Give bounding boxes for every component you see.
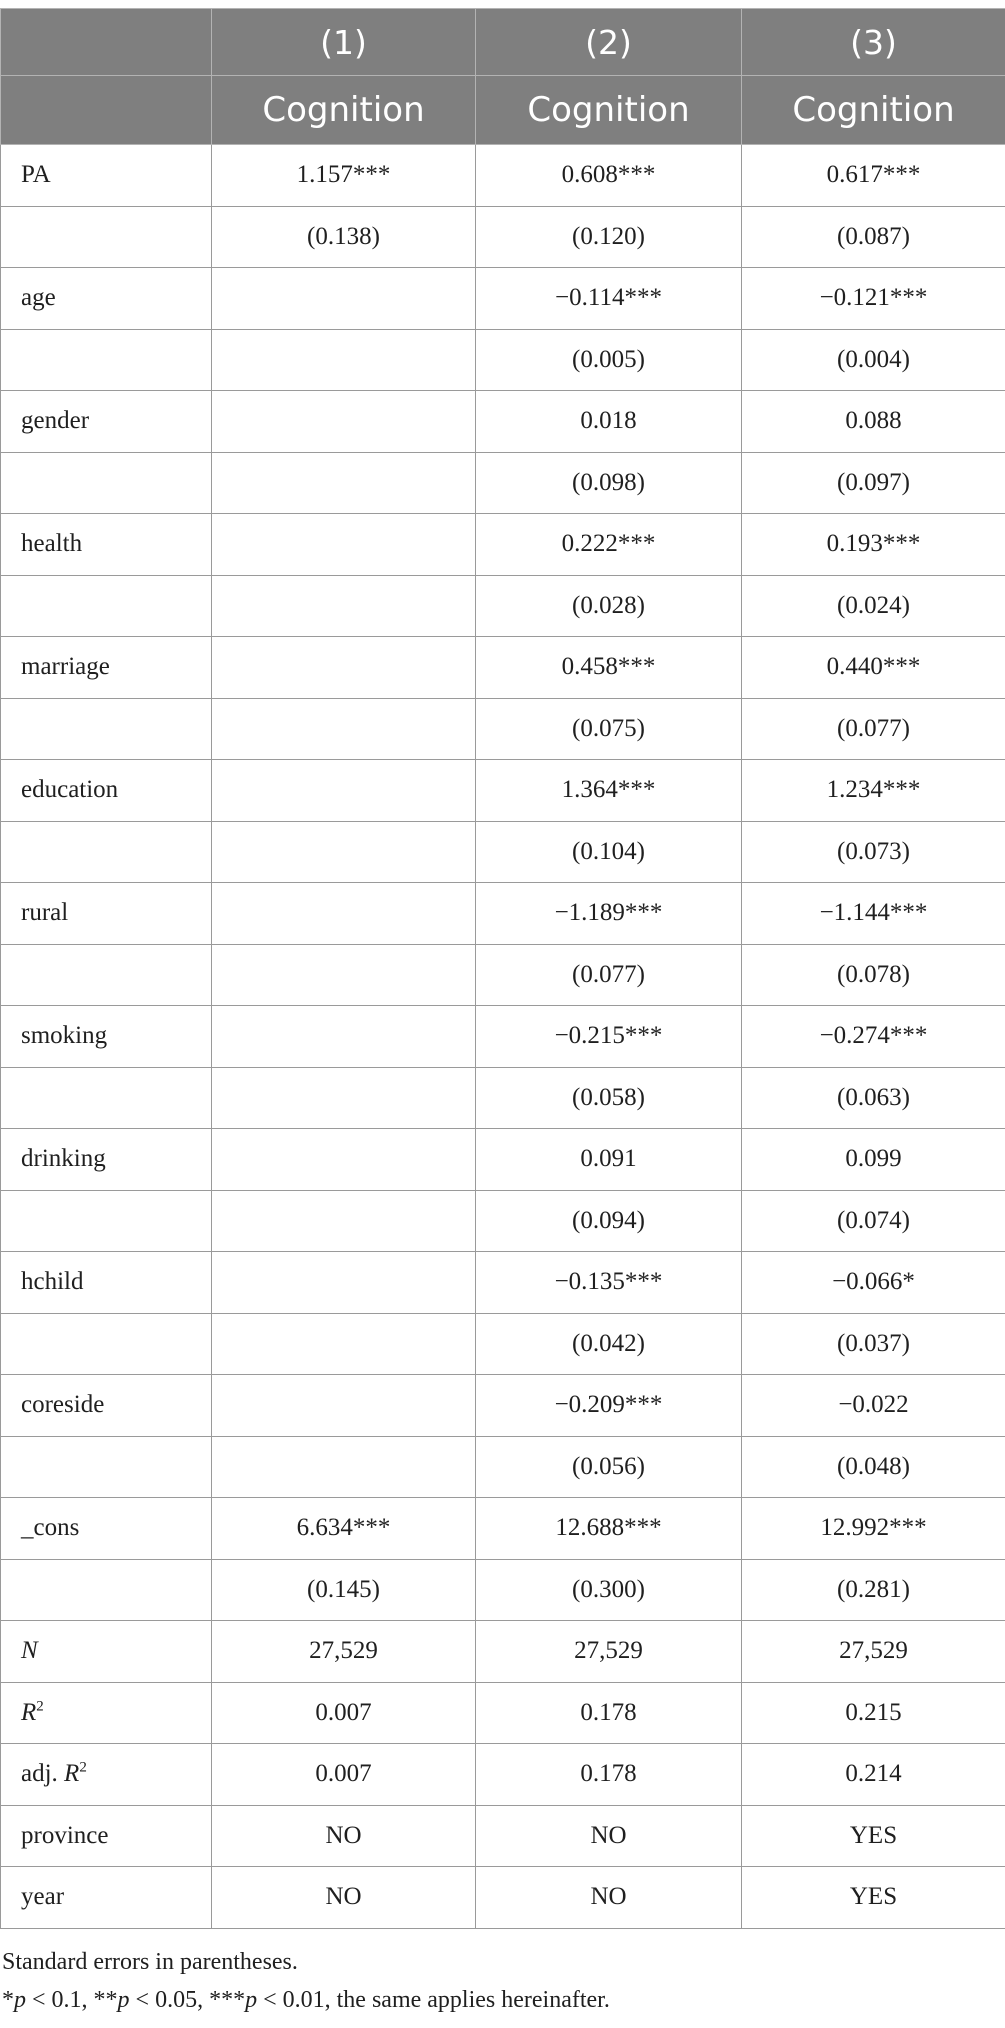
cell-col-3: −0.022 bbox=[742, 1375, 1005, 1437]
cell-col-2: 0.091 bbox=[476, 1129, 742, 1191]
cell-col-3: (0.078) bbox=[742, 944, 1005, 1006]
cell-col-1 bbox=[212, 452, 476, 514]
row-label: rural bbox=[1, 883, 212, 945]
header-col-2-dependent: Cognition bbox=[476, 76, 742, 145]
note-p: p bbox=[117, 1987, 130, 2013]
row-label bbox=[1, 821, 212, 883]
row-label: _cons bbox=[1, 1498, 212, 1560]
cell-col-1 bbox=[212, 1129, 476, 1191]
cell-col-1 bbox=[212, 760, 476, 822]
cell-col-1: 0.007 bbox=[212, 1744, 476, 1806]
cell-col-3: (0.097) bbox=[742, 452, 1005, 514]
header-col-1-number: (1) bbox=[212, 9, 476, 76]
cell-col-1: (0.138) bbox=[212, 206, 476, 268]
row-label bbox=[1, 1744, 212, 1806]
row-label bbox=[1, 1682, 212, 1744]
cell-col-3: 0.215 bbox=[742, 1682, 1005, 1744]
cell-col-3: (0.004) bbox=[742, 329, 1005, 391]
header-empty-cell bbox=[1, 76, 212, 145]
cell-col-2: (0.028) bbox=[476, 575, 742, 637]
row-label bbox=[1, 1190, 212, 1252]
n-symbol: N bbox=[21, 1637, 38, 1665]
row-label bbox=[1, 1313, 212, 1375]
cell-col-2: −0.209*** bbox=[476, 1375, 742, 1437]
cell-col-1: 6.634*** bbox=[212, 1498, 476, 1560]
row-label: age bbox=[1, 268, 212, 330]
table-row bbox=[1, 637, 1005, 699]
cell-col-2: (0.300) bbox=[476, 1559, 742, 1621]
cell-col-2: (0.077) bbox=[476, 944, 742, 1006]
table-row bbox=[1, 575, 1005, 637]
note-significance bbox=[2, 1981, 610, 2019]
note-p: p bbox=[245, 1987, 258, 2013]
cell-col-2: (0.058) bbox=[476, 1067, 742, 1129]
cell-col-2: (0.098) bbox=[476, 452, 742, 514]
cell-col-1 bbox=[212, 637, 476, 699]
cell-col-3: 0.193*** bbox=[742, 514, 1005, 576]
header-col-2-number: (2) bbox=[476, 9, 742, 76]
row-label bbox=[1, 1067, 212, 1129]
cell-col-3: (0.037) bbox=[742, 1313, 1005, 1375]
row-label: marriage bbox=[1, 637, 212, 699]
cell-col-2: −1.189*** bbox=[476, 883, 742, 945]
table-row bbox=[1, 452, 1005, 514]
cell-col-3: −1.144*** bbox=[742, 883, 1005, 945]
cell-col-2: NO bbox=[476, 1805, 742, 1867]
header-row-numbers bbox=[1, 9, 1005, 76]
row-label bbox=[1, 1621, 212, 1683]
table-row bbox=[1, 1252, 1005, 1314]
table-row bbox=[1, 268, 1005, 330]
cell-col-3: 12.992*** bbox=[742, 1498, 1005, 1560]
cell-col-1 bbox=[212, 1190, 476, 1252]
cell-col-3: YES bbox=[742, 1867, 1005, 1929]
table-row bbox=[1, 1006, 1005, 1068]
cell-col-3: (0.077) bbox=[742, 698, 1005, 760]
stat-row-adj-r2 bbox=[1, 1744, 1005, 1806]
cell-col-2: (0.120) bbox=[476, 206, 742, 268]
cell-col-1 bbox=[212, 514, 476, 576]
note-text: < 0.01, the same applies hereinafter. bbox=[257, 1987, 610, 2013]
cell-col-3: 1.234*** bbox=[742, 760, 1005, 822]
cell-col-1: 0.007 bbox=[212, 1682, 476, 1744]
row-label bbox=[1, 1559, 212, 1621]
cell-col-3: (0.073) bbox=[742, 821, 1005, 883]
cell-col-2: 0.608*** bbox=[476, 145, 742, 207]
cell-col-1 bbox=[212, 329, 476, 391]
cell-col-3: (0.087) bbox=[742, 206, 1005, 268]
note-text: < 0.1, ** bbox=[26, 1987, 118, 2013]
fe-row-province bbox=[1, 1805, 1005, 1867]
cell-col-2: (0.075) bbox=[476, 698, 742, 760]
header-col-3-number: (3) bbox=[742, 9, 1005, 76]
cell-col-3: (0.048) bbox=[742, 1436, 1005, 1498]
cell-col-2: 0.018 bbox=[476, 391, 742, 453]
table-row bbox=[1, 1313, 1005, 1375]
cell-col-3: YES bbox=[742, 1805, 1005, 1867]
table-header bbox=[1, 9, 1005, 145]
cell-col-1: (0.145) bbox=[212, 1559, 476, 1621]
cell-col-2: 0.458*** bbox=[476, 637, 742, 699]
cell-col-1 bbox=[212, 698, 476, 760]
table-row bbox=[1, 514, 1005, 576]
cell-col-2: (0.042) bbox=[476, 1313, 742, 1375]
row-label bbox=[1, 329, 212, 391]
adj-prefix: adj. bbox=[21, 1760, 65, 1788]
cell-col-2: (0.094) bbox=[476, 1190, 742, 1252]
row-label bbox=[1, 206, 212, 268]
cell-col-2: 1.364*** bbox=[476, 760, 742, 822]
row-label bbox=[1, 944, 212, 1006]
table-body bbox=[1, 145, 1005, 1929]
cell-col-2: (0.005) bbox=[476, 329, 742, 391]
r-superscript: 2 bbox=[79, 1759, 87, 1776]
cell-col-1: 1.157*** bbox=[212, 145, 476, 207]
note-standard-errors: Standard errors in parentheses. bbox=[2, 1949, 298, 1975]
cell-col-1 bbox=[212, 821, 476, 883]
table-row bbox=[1, 1559, 1005, 1621]
table-row bbox=[1, 1190, 1005, 1252]
table-row bbox=[1, 145, 1005, 207]
cell-col-1: NO bbox=[212, 1867, 476, 1929]
row-label: year bbox=[1, 1867, 212, 1929]
cell-col-1 bbox=[212, 1313, 476, 1375]
row-label: hchild bbox=[1, 1252, 212, 1314]
cell-col-3: −0.274*** bbox=[742, 1006, 1005, 1068]
row-label: smoking bbox=[1, 1006, 212, 1068]
cell-col-2: 0.222*** bbox=[476, 514, 742, 576]
table-row bbox=[1, 1129, 1005, 1191]
stat-row-r2 bbox=[1, 1682, 1005, 1744]
fe-row-year bbox=[1, 1867, 1005, 1929]
cell-col-3: 27,529 bbox=[742, 1621, 1005, 1683]
cell-col-1 bbox=[212, 1375, 476, 1437]
table-notes bbox=[2, 1943, 610, 2019]
cell-col-3: (0.063) bbox=[742, 1067, 1005, 1129]
header-col-3-dependent: Cognition bbox=[742, 76, 1005, 145]
table-row bbox=[1, 391, 1005, 453]
cell-col-3: 0.099 bbox=[742, 1129, 1005, 1191]
cell-col-2: 27,529 bbox=[476, 1621, 742, 1683]
cell-col-2: 0.178 bbox=[476, 1744, 742, 1806]
table-row bbox=[1, 206, 1005, 268]
cell-col-1: NO bbox=[212, 1805, 476, 1867]
cell-col-2: 0.178 bbox=[476, 1682, 742, 1744]
table-row bbox=[1, 944, 1005, 1006]
cell-col-2: (0.056) bbox=[476, 1436, 742, 1498]
header-col-1-dependent: Cognition bbox=[212, 76, 476, 145]
cell-col-3: (0.281) bbox=[742, 1559, 1005, 1621]
regression-table bbox=[0, 8, 1005, 1929]
cell-col-1 bbox=[212, 1252, 476, 1314]
cell-col-3: 0.440*** bbox=[742, 637, 1005, 699]
row-label: health bbox=[1, 514, 212, 576]
header-empty-cell bbox=[1, 9, 212, 76]
stat-row-n bbox=[1, 1621, 1005, 1683]
row-label bbox=[1, 575, 212, 637]
cell-col-3: 0.214 bbox=[742, 1744, 1005, 1806]
table-row bbox=[1, 1498, 1005, 1560]
cell-col-2: (0.104) bbox=[476, 821, 742, 883]
cell-col-3: 0.088 bbox=[742, 391, 1005, 453]
row-label: coreside bbox=[1, 1375, 212, 1437]
note-p: p bbox=[14, 1987, 26, 2013]
r-symbol: R bbox=[21, 1698, 37, 1726]
cell-col-3: −0.066* bbox=[742, 1252, 1005, 1314]
cell-col-3: −0.121*** bbox=[742, 268, 1005, 330]
cell-col-2: −0.215*** bbox=[476, 1006, 742, 1068]
cell-col-1 bbox=[212, 391, 476, 453]
r-symbol: R bbox=[64, 1760, 80, 1788]
table-row bbox=[1, 698, 1005, 760]
cell-col-2: NO bbox=[476, 1867, 742, 1929]
cell-col-1 bbox=[212, 944, 476, 1006]
r-superscript: 2 bbox=[36, 1698, 44, 1715]
row-label: province bbox=[1, 1805, 212, 1867]
cell-col-1 bbox=[212, 1436, 476, 1498]
cell-col-1 bbox=[212, 1006, 476, 1068]
table-row bbox=[1, 1375, 1005, 1437]
cell-col-1: 27,529 bbox=[212, 1621, 476, 1683]
table-row bbox=[1, 883, 1005, 945]
table-row bbox=[1, 329, 1005, 391]
cell-col-3: (0.024) bbox=[742, 575, 1005, 637]
cell-col-2: 12.688*** bbox=[476, 1498, 742, 1560]
row-label: education bbox=[1, 760, 212, 822]
row-label: gender bbox=[1, 391, 212, 453]
row-label bbox=[1, 1436, 212, 1498]
row-label: drinking bbox=[1, 1129, 212, 1191]
note-star: * bbox=[2, 1987, 14, 2013]
cell-col-3: 0.617*** bbox=[742, 145, 1005, 207]
table-row bbox=[1, 760, 1005, 822]
row-label bbox=[1, 698, 212, 760]
header-row-dependent bbox=[1, 76, 1005, 145]
cell-col-1 bbox=[212, 575, 476, 637]
cell-col-2: −0.135*** bbox=[476, 1252, 742, 1314]
note-text: < 0.05, *** bbox=[129, 1987, 246, 2013]
cell-col-1 bbox=[212, 1067, 476, 1129]
table-row bbox=[1, 1067, 1005, 1129]
cell-col-2: −0.114*** bbox=[476, 268, 742, 330]
row-label bbox=[1, 452, 212, 514]
table-row bbox=[1, 1436, 1005, 1498]
cell-col-1 bbox=[212, 268, 476, 330]
table-row bbox=[1, 821, 1005, 883]
cell-col-3: (0.074) bbox=[742, 1190, 1005, 1252]
row-label: PA bbox=[1, 145, 212, 207]
cell-col-1 bbox=[212, 883, 476, 945]
